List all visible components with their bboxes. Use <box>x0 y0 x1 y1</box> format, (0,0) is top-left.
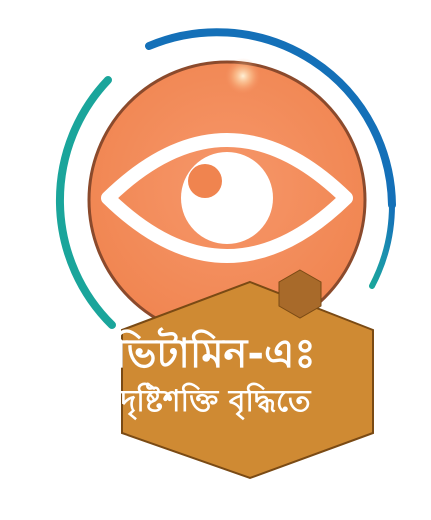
badge-title-line-1: ভিটামিন-এঃ <box>115 331 316 377</box>
eye-iris <box>181 152 273 244</box>
ring-arc-tail <box>372 205 392 286</box>
sparkle-glow <box>225 58 261 94</box>
badge-title-line-2: দৃষ্টিশক্তি বৃদ্ধিতে <box>120 384 311 419</box>
eye-highlight <box>188 164 222 198</box>
